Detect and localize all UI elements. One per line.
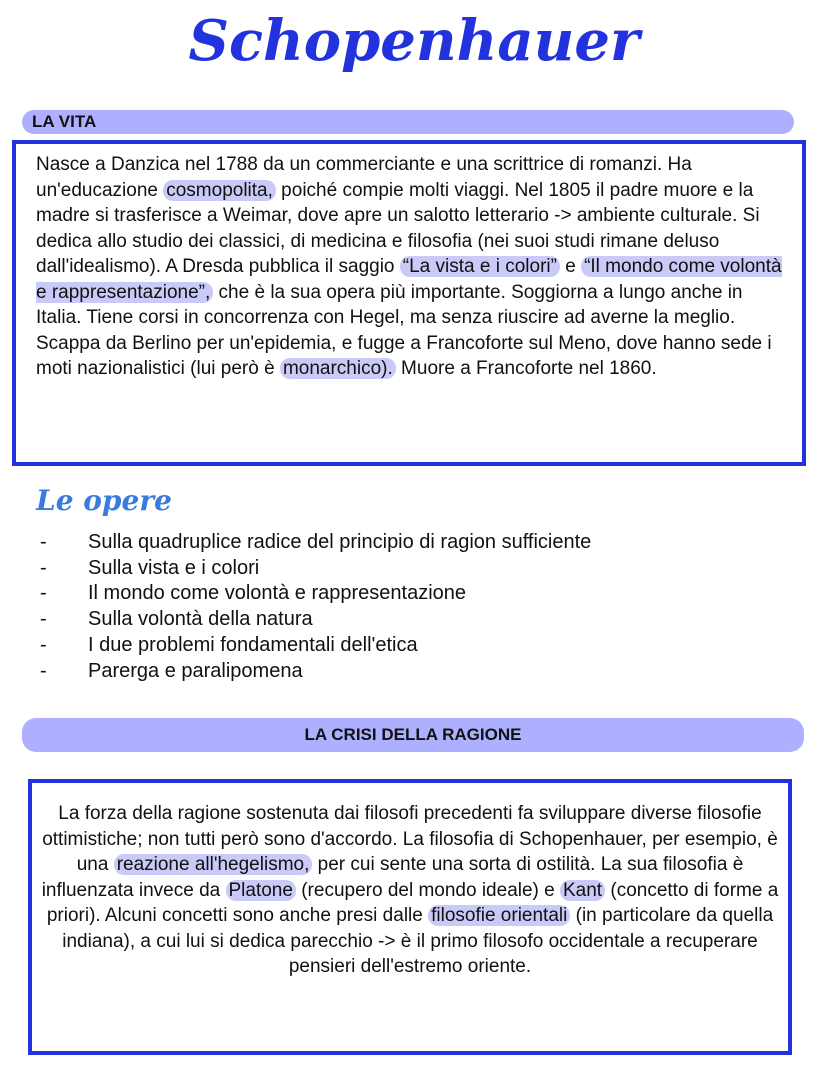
vita-paragraph bbox=[36, 152, 788, 382]
work-title: Sulla volontà della natura bbox=[88, 608, 313, 631]
bullet-dash: - bbox=[40, 556, 47, 579]
highlight-mondo-volonta: “Il mondo come volontà e rappresentazione”, bbox=[36, 256, 782, 303]
crisi-text-5: (in particolare da quella indiana), a cui lui si dedica parecchio -> è il primo filosofo occidentale a recuperare pensieri dell'estremo oriente. bbox=[62, 905, 774, 977]
list-item bbox=[40, 530, 591, 556]
list-item bbox=[40, 607, 591, 633]
vita-text-4: che è la sua opera più importante. Soggiorna a lungo anche in Italia. Tiene corsi in concorrenza con Hegel, ma senza riuscire ad averne la meglio. Scappa da Berlino per un'epidemia, e fugge a Francoforte sul Meno, dove hanno sede i moti nazionalistici (lui però è bbox=[36, 281, 772, 379]
highlight-vista-colori: “La vista e i colori” bbox=[400, 256, 560, 277]
crisi-paragraph bbox=[40, 801, 780, 980]
crisi-text-4: (concetto di forme a priori). Alcuni concetti sono anche presi dalle bbox=[46, 879, 779, 926]
bullet-dash: - bbox=[40, 633, 47, 656]
crisi-text-2: per cui sente una sorta di ostilità. La sua filosofia è influenzata invece da bbox=[41, 854, 744, 901]
crisi-text-box bbox=[28, 779, 792, 1055]
page-title: Schopenhauer bbox=[188, 8, 640, 74]
work-title: Il mondo come volontà e rappresentazione bbox=[88, 582, 467, 605]
section-heading-crisi: LA CRISI DELLA RAGIONE bbox=[22, 718, 804, 752]
highlight-reazione: reazione all'hegelismo, bbox=[114, 854, 313, 875]
list-item bbox=[40, 581, 591, 607]
opere-heading: Le opere bbox=[36, 484, 172, 517]
works-list bbox=[40, 530, 591, 684]
list-item bbox=[40, 633, 591, 659]
list-item bbox=[40, 659, 591, 685]
work-title: I due problemi fondamentali dell'etica bbox=[88, 633, 418, 656]
bullet-dash: - bbox=[40, 582, 47, 605]
highlight-cosmopolita: cosmopolita, bbox=[163, 180, 276, 201]
crisi-text-3: (recupero del mondo ideale) e bbox=[295, 879, 560, 901]
vita-text-2: poiché compie molti viaggi. Nel 1805 il padre muore e la madre si trasferisce a Weimar, dove apre un salotto letterario -> ambiente culturale. Si dedica allo studio dei classici, di medicina e filosofia (nei suoi studi rimane deluso dall'idealismo). A Dresda pubblica il saggio bbox=[36, 179, 760, 277]
work-title: Sulla vista e i colori bbox=[88, 556, 260, 579]
bullet-dash: - bbox=[40, 659, 47, 682]
vita-text-3: e bbox=[559, 256, 582, 277]
bullet-dash: - bbox=[40, 608, 47, 631]
vita-text-5: Muore a Francoforte nel 1860. bbox=[395, 358, 657, 379]
section-heading-vita: LA VITA bbox=[22, 110, 794, 134]
vita-text-1: Nasce a Danzica nel 1788 da un commerciante e una scrittrice di romanzi. Ha un'educazione bbox=[36, 154, 692, 201]
highlight-filosofie-orientali: filosofie orientali bbox=[428, 905, 570, 926]
list-item bbox=[40, 556, 591, 582]
highlight-platone: Platone bbox=[226, 880, 296, 901]
highlight-kant: Kant bbox=[560, 880, 605, 901]
bullet-dash: - bbox=[40, 531, 47, 553]
highlight-monarchico: monarchico). bbox=[280, 358, 396, 379]
work-title: Parerga e paralipomena bbox=[88, 659, 303, 682]
vita-text-box bbox=[12, 140, 806, 466]
crisi-text-1: La forza della ragione sostenuta dai filosofi precedenti fa sviluppare diverse filosofie ottimistiche; non tutti però sono d'accordo. La filosofia di Schopenhauer, per esempio, è una bbox=[42, 803, 778, 875]
work-title: Sulla quadruplice radice del principio di ragion sufficiente bbox=[88, 531, 592, 553]
